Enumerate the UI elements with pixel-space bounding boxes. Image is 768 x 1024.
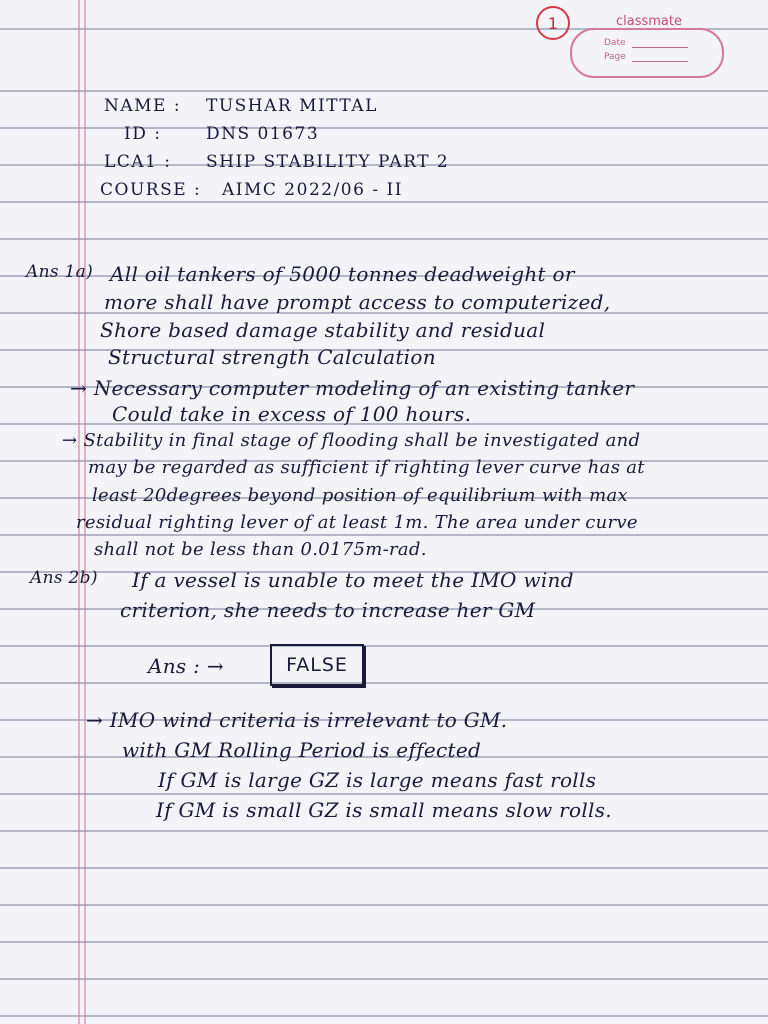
answer-2b-value: FALSE — [286, 654, 348, 676]
answer-1a-line: Structural strength Calculation — [108, 345, 436, 369]
answer-2b-explanation: If GM is large GZ is large means fast rolls — [158, 768, 597, 792]
brand-frame — [570, 28, 724, 78]
course-value: AIMC 2022/06 - II — [222, 180, 403, 200]
classmate-date-box — [570, 12, 740, 82]
answer-1a-bullet2: shall not be less than 0.0175m-rad. — [94, 539, 427, 560]
answer-1a-line: more shall have prompt access to computerized, — [104, 290, 611, 314]
course-label: COURSE : — [100, 180, 202, 200]
answer-2b-explanation: If GM is small GZ is small means slow rolls. — [156, 798, 612, 822]
answer-2b-explanation: with GM Rolling Period is effected — [122, 738, 482, 762]
page-number: 1 — [547, 13, 559, 33]
answer-1a-line: All oil tankers of 5000 tonnes deadweight or — [110, 262, 575, 286]
id-label: ID : — [124, 124, 162, 144]
page-number-circle — [536, 6, 570, 40]
answer-2b-line: If a vessel is unable to meet the IMO wind — [132, 568, 574, 592]
answer-1a-bullet2: residual righting lever of at least 1m. The area under curve — [76, 512, 638, 533]
answer-2b-prefix: Ans : → — [148, 654, 224, 678]
lca-value: SHIP STABILITY PART 2 — [206, 152, 450, 172]
brand-name: classmate — [616, 14, 682, 29]
name-label: NAME : — [104, 96, 182, 116]
answer-2b-line: criterion, she needs to increase her GM — [120, 598, 536, 622]
answer-1a-bullet2: may be regarded as sufficient if righting lever curve has at — [88, 457, 645, 478]
answer-1a-bullet2: least 20degrees beyond position of equilibrium with max — [92, 485, 629, 506]
page-label: Page — [604, 52, 626, 62]
date-label: Date — [604, 38, 626, 48]
page-rule — [632, 61, 688, 62]
answer-2b-marker: Ans 2b) — [30, 568, 98, 588]
answer-2b-explanation: → IMO wind criteria is irrelevant to GM. — [86, 708, 508, 732]
lca-label: LCA1 : — [104, 152, 172, 172]
answer-1a-marker: Ans 1a) — [26, 262, 94, 282]
name-value: TUSHAR MITTAL — [206, 96, 378, 116]
date-rule — [632, 47, 688, 48]
id-value: DNS 01673 — [206, 124, 320, 144]
answer-2b-box — [270, 644, 364, 686]
answer-1a-bullet1: → Necessary computer modeling of an existing tanker — [70, 376, 635, 400]
answer-1a-bullet2: → Stability in final stage of flooding shall be investigated and — [62, 430, 641, 451]
answer-1a-line: Shore based damage stability and residual — [100, 318, 546, 342]
answer-1a-bullet1: Could take in excess of 100 hours. — [112, 402, 472, 426]
